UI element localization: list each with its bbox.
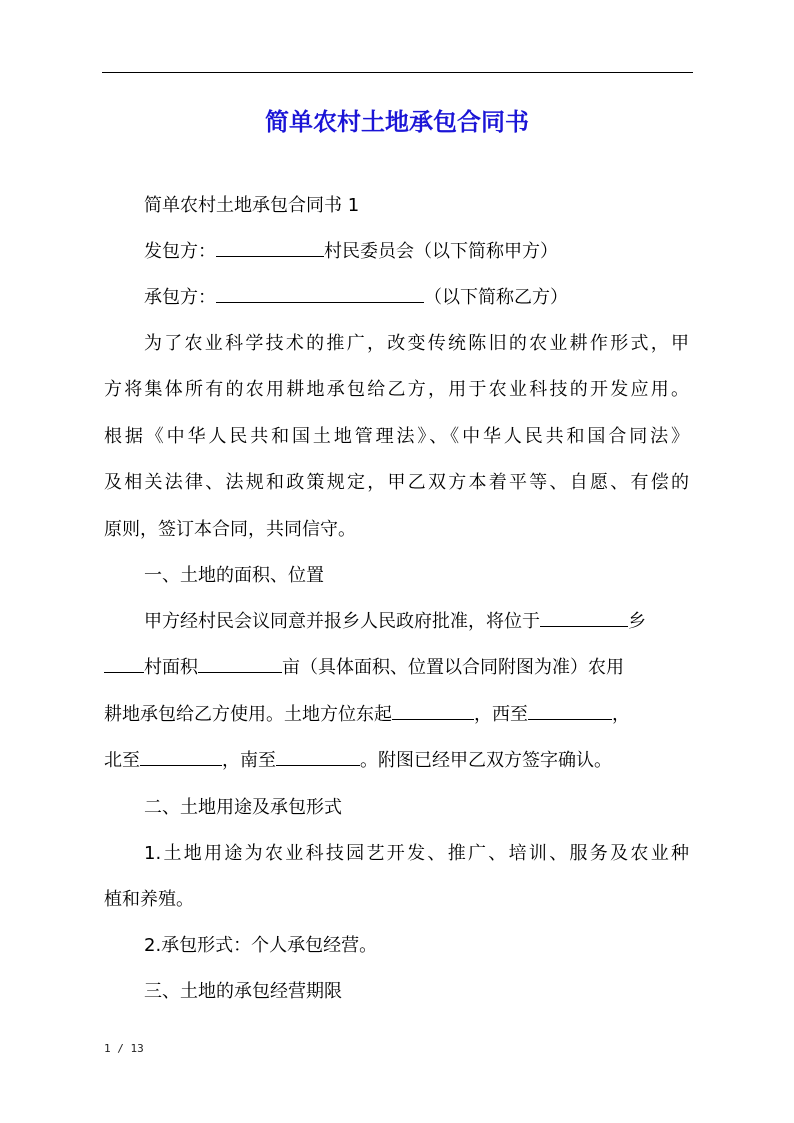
party-b-label: 承包方： [144, 287, 216, 308]
township-blank[interactable] [540, 608, 628, 627]
document-title: 简单农村土地承包合同书 [265, 108, 529, 136]
subtitle-paragraph [104, 183, 689, 229]
section1-text: ，南至 [222, 750, 276, 772]
party-a-blank[interactable] [216, 238, 324, 257]
section3-heading-block [104, 969, 689, 1015]
intro-line: 根据《中华人民共和国土地管理法》、《中华人民共和国合同法》 [104, 425, 689, 447]
intro-line: 及相关法律、法规和政策规定，甲乙双方本着平等、自愿、有偿的 [104, 472, 689, 494]
section2-item1 [104, 831, 689, 924]
party-a-line [104, 229, 689, 275]
section1-text: 亩（具体面积、位置以合同附图为准）农用 [282, 657, 624, 679]
section2-item1-line: 植和养殖。 [104, 889, 194, 911]
section2-item2-text: 2.承包形式：个人承包经营。 [144, 935, 378, 956]
intro-line: 原则，签订本合同，共同信守。 [104, 518, 356, 540]
south-boundary-blank[interactable] [276, 747, 360, 766]
section1-text: 耕地承包给乙方使用。土地方位东起 [104, 703, 392, 725]
party-a-label: 发包方： [144, 241, 216, 262]
page-indicator: 1 / 13 [104, 1042, 144, 1055]
party-b-blank[interactable] [216, 284, 424, 303]
section1-text: 甲方经村民会议同意并报乡人民政府批准，将位于 [144, 611, 540, 632]
section2-item2 [104, 923, 689, 969]
header-rule [102, 72, 693, 73]
party-b-line [104, 275, 689, 321]
section3-heading: 三、土地的承包经营期限 [144, 981, 342, 1002]
section2-heading: 二、土地用途及承包形式 [144, 797, 342, 818]
section1-text: ， [612, 703, 630, 725]
intro-paragraph [104, 321, 689, 553]
section1-paragraph [104, 599, 689, 785]
section1-text: 乡 [628, 611, 646, 632]
intro-line: 为了农业科学技术的推广，改变传统陈旧的农业耕作形式，甲 [144, 333, 689, 354]
section1-heading-block [104, 553, 689, 599]
section1-text: 村面积 [144, 657, 198, 679]
section1-text: 。附图已经甲乙双方签字确认。 [360, 750, 612, 772]
section1-heading: 一、土地的面积、位置 [144, 565, 324, 586]
section2-item1-line: 1.土地用途为农业科技园艺开发、推广、培训、服务及农业种 [144, 843, 689, 864]
party-b-suffix: （以下简称乙方） [424, 287, 568, 308]
section1-text: ，西至 [474, 703, 528, 725]
area-blank[interactable] [198, 654, 282, 673]
west-boundary-blank[interactable] [528, 701, 612, 720]
section1-text: 北至 [104, 750, 140, 772]
party-a-suffix: 村民委员会（以下简称甲方） [324, 241, 558, 262]
section2-heading-block [104, 785, 689, 831]
east-boundary-blank[interactable] [392, 701, 474, 720]
intro-line: 方将集体所有的农用耕地承包给乙方，用于农业科技的开发应用。 [104, 379, 689, 401]
north-boundary-blank[interactable] [140, 747, 222, 766]
subtitle-text: 简单农村土地承包合同书 1 [144, 195, 360, 216]
village-blank[interactable] [104, 654, 144, 673]
